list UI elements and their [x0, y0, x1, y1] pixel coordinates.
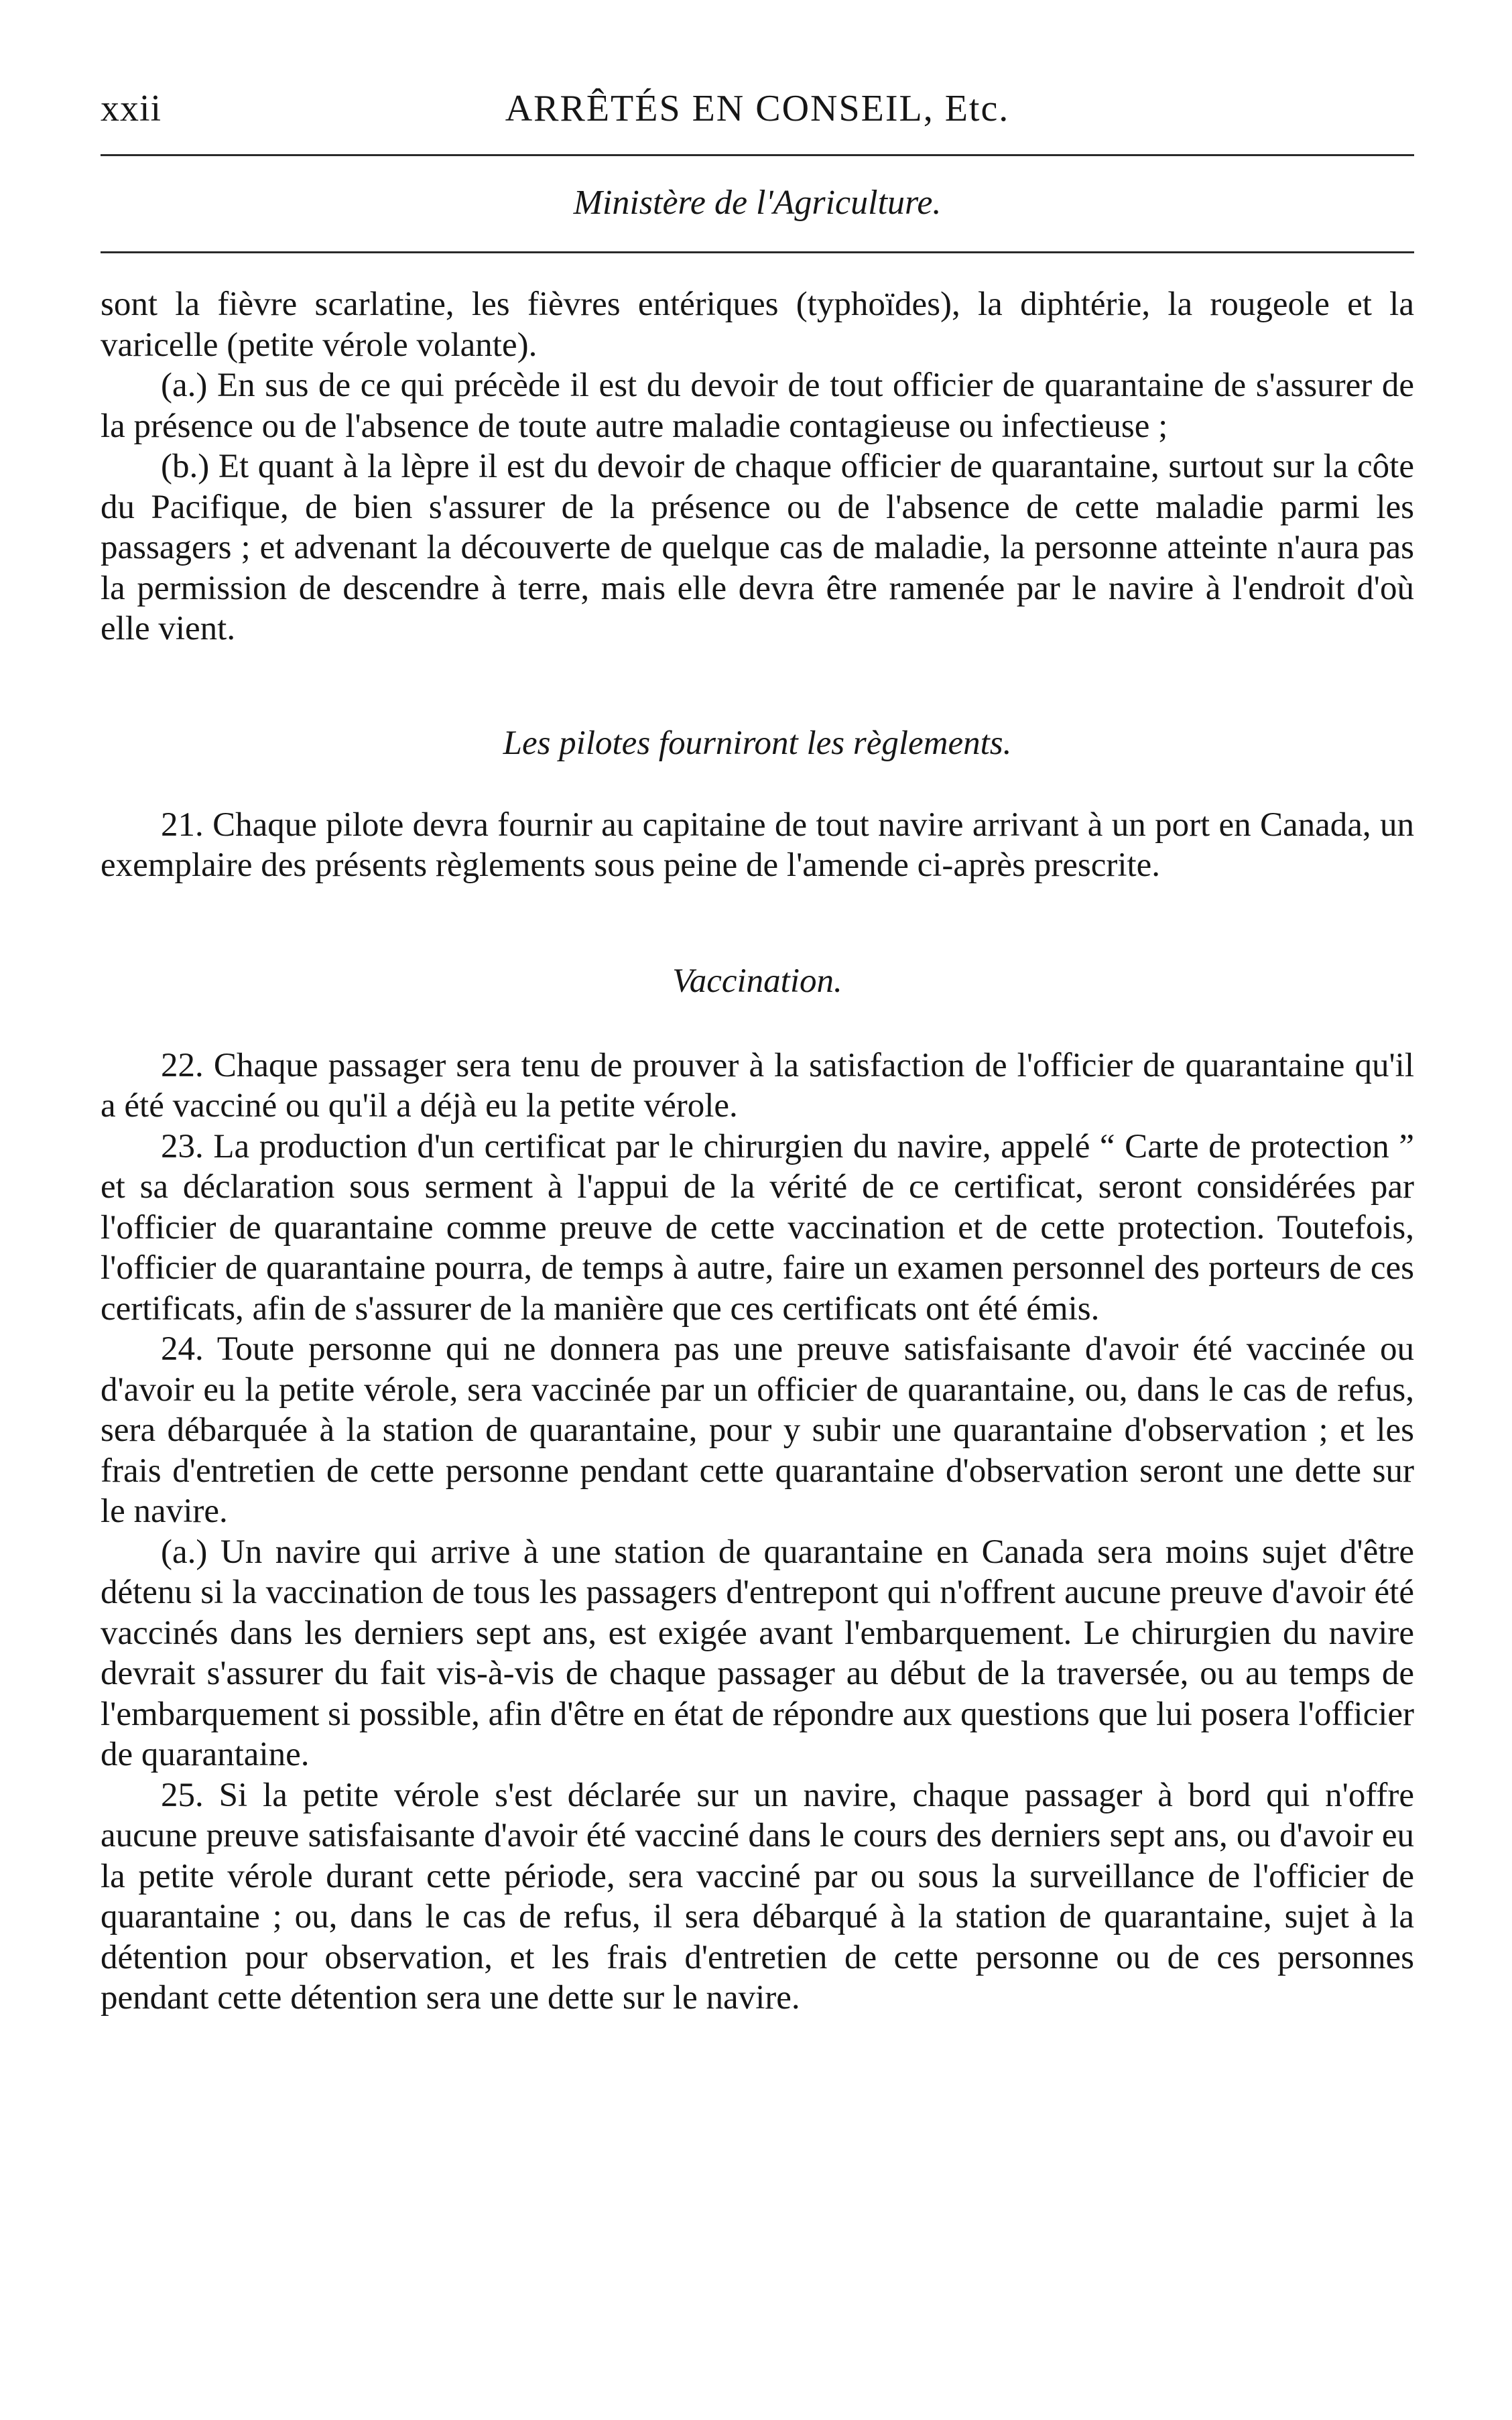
section-heading-pilots: Les pilotes fourniront les règlements.	[503, 724, 1012, 762]
paragraph-continuation: sont la fièvre scarlatine, les fièvres entériques (typhoïdes), la diphtérie, la rougeole et la varicelle (petite vérole volante).	[101, 285, 1414, 364]
paragraph-23: 23. La production d'un certificat par le chirurgien du navire, appelé “ Carte de protection ” et sa déclaration sous serment à l'appui de la vérité de ce certificat, seront considérées par l'officier de quarantaine comme preuve de cette vaccination et de cette protection. Toutefois, l'officier de quarantaine pourra, de temps à autre, faire un examen personnel des porteurs de ces certificats, afin de s'assurer de la manière que ces certificats ont été émis.	[101, 1127, 1414, 1328]
document-page	[101, 80, 1414, 2019]
paragraph-22: 22. Chaque passager sera tenu de prouver à la satisfaction de l'officier de quarantaine qu'il a été vacciné ou qu'il a déjà eu la petite vérole.	[101, 1046, 1414, 1125]
paragraph-21: 21. Chaque pilote devra fournir au capitaine de tout navire arrivant à un port en Canada, un exemplaire des présents règlements sous peine de l'amende ci-après prescrite.	[101, 806, 1414, 884]
bottom-rule	[101, 251, 1414, 253]
paragraph-24a: (a.) Un navire qui arrive à une station de quarantaine en Canada sera moins sujet d'être détenu si la vaccination de tous les passagers d'entrepont qui n'offrent aucune preuve d'avoir été vaccinés dans les derniers sept ans, est exigée avant l'embarquement. Le chirurgien du navire devrait s'assurer du fait vis-à-vis de chaque passager au début de la traversée, ou au temps de l'embarquement si possible, afin d'être en état de répondre aux questions que lui posera l'officier de quarantaine.	[101, 1533, 1414, 1773]
paragraph-a: (a.) En sus de ce qui précède il est du devoir de tout officier de quarantaine de s'assurer de la présence ou de l'absence de toute autre maladie contagieuse ou infectieuse ;	[101, 367, 1414, 445]
paragraph-b: (b.) Et quant à la lèpre il est du devoir de chaque officier de quarantaine, surtout sur la côte du Pacifique, de bien s'assurer de la présence ou de l'absence de cette maladie parmi les passagers ; et advenant la découverte de quelque cas de maladie, la personne atteinte n'aura pas la permission de descendre à terre, mais elle devra être ramenée par le navire à l'endroit d'où elle vient.	[101, 448, 1414, 647]
page-header	[101, 80, 1414, 154]
paragraph-25: 25. Si la petite vérole s'est déclarée sur un navire, chaque passager à bord qui n'offre aucune preuve satisfaisante d'avoir été vacciné dans le cours des derniers sept ans, ou d'avoir eu la petite vérole durant cette période, sera vacciné par ou sous la surveillance de l'officier de quarantaine ; ou, dans le cas de refus, il sera débarqué à la station de quarantaine, sujet à la détention pour observation, et les frais d'entretien de cette personne ou de ces personnes pendant cette détention sera une dette sur le navire.	[101, 1776, 1414, 2017]
ministry-heading: Ministère de l'Agriculture.	[573, 184, 942, 222]
page-number: xxii	[101, 88, 162, 129]
running-title: ARRÊTÉS EN CONSEIL, Etc.	[505, 88, 1010, 129]
document-body	[101, 284, 1414, 2019]
paragraph-24: 24. Toute personne qui ne donnera pas une preuve satisfaisante d'avoir été vaccinée ou d'avoir eu la petite vérole, sera vaccinée par un officier de quarantaine, ou, dans le cas de refus, sera débarquée à la station de quarantaine, pour y subir une quarantaine d'observation ; et les frais d'entretien de cette personne pendant cette quarantaine d'observation seront une dette sur le navire.	[101, 1330, 1414, 1530]
section-heading-vaccination: Vaccination.	[672, 962, 842, 1000]
